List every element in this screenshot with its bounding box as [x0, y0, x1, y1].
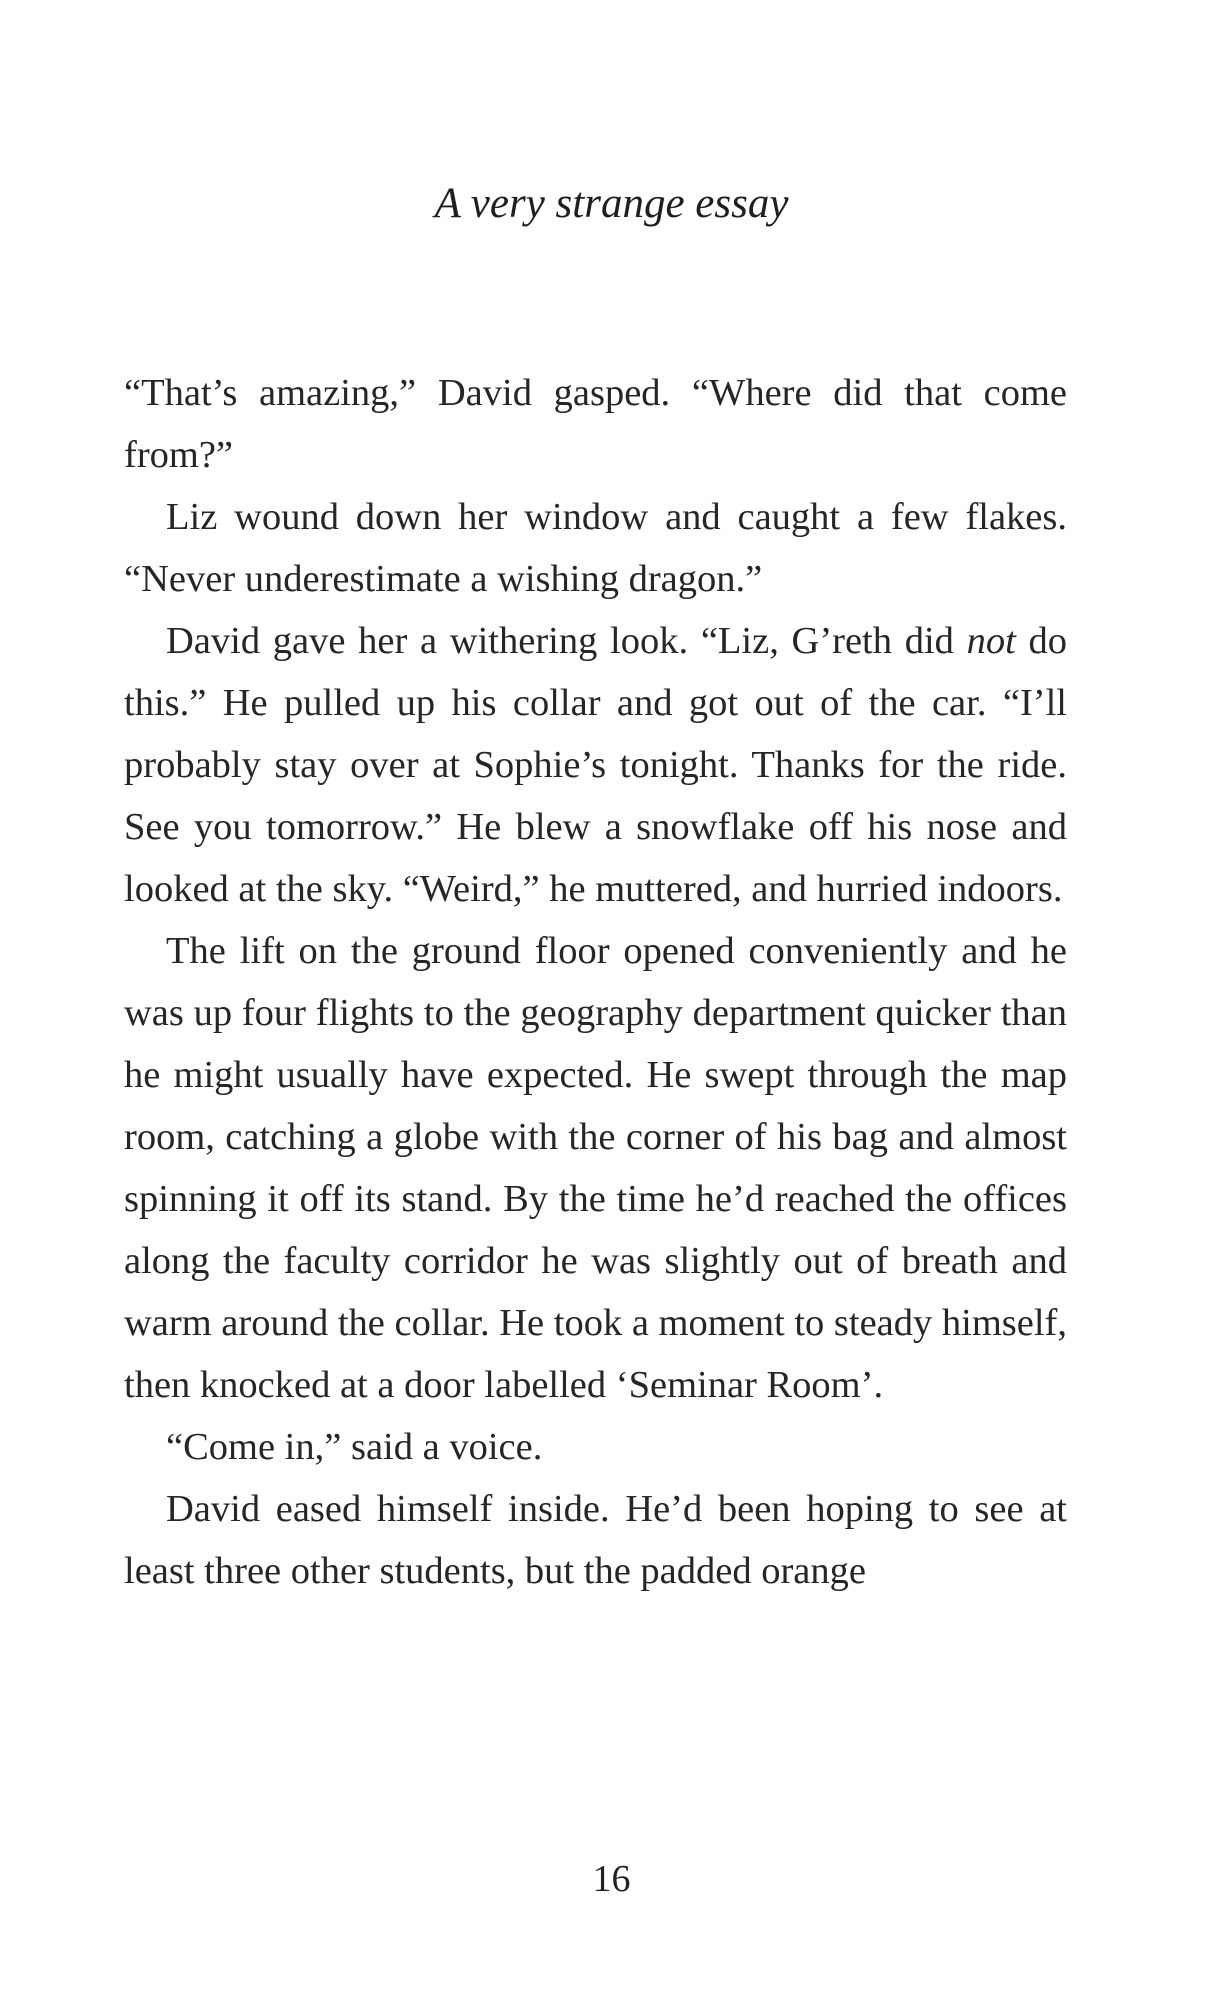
paragraph: “Come in,” said a voice.: [166, 1426, 543, 1468]
body-text: [124, 362, 1067, 1602]
paragraph: Liz wound down her window and caught a few flakes. “Never underestimate a wishing dragon.”: [124, 496, 1067, 600]
paragraph: The lift on the ground floor opened conveniently and he was up four flights to the geography department quicker than he might usually have expected. He swept through the map room, catching a globe with the corner of his bag and almost spinning it off its stand. By the time he’d reached the offices along the faculty corridor he was slightly out of breath and warm around the collar. He took a moment to steady himself, then knocked at a door labelled ‘Seminar Room’.: [124, 930, 1068, 1406]
paragraph: David eased himself inside. He’d been hoping to see at least three other students, but the padded orange: [124, 1488, 1067, 1592]
paragraph: “That’s amazing,” David gasped. “Where did that come from?”: [124, 372, 1067, 476]
page-number: 16: [592, 1858, 631, 1900]
paragraph: David gave her a withering look. “Liz, G’reth did not do this.” He pulled up his collar and got out of the car. “I’ll probably stay over at Sophie’s tonight. Thanks for the ride. See you tomorrow.” He blew a snowflake off his nose and looked at the sky. “Weird,” he muttered, and hurried indoors.: [124, 620, 1068, 910]
chapter-title: A very strange essay: [434, 180, 789, 227]
